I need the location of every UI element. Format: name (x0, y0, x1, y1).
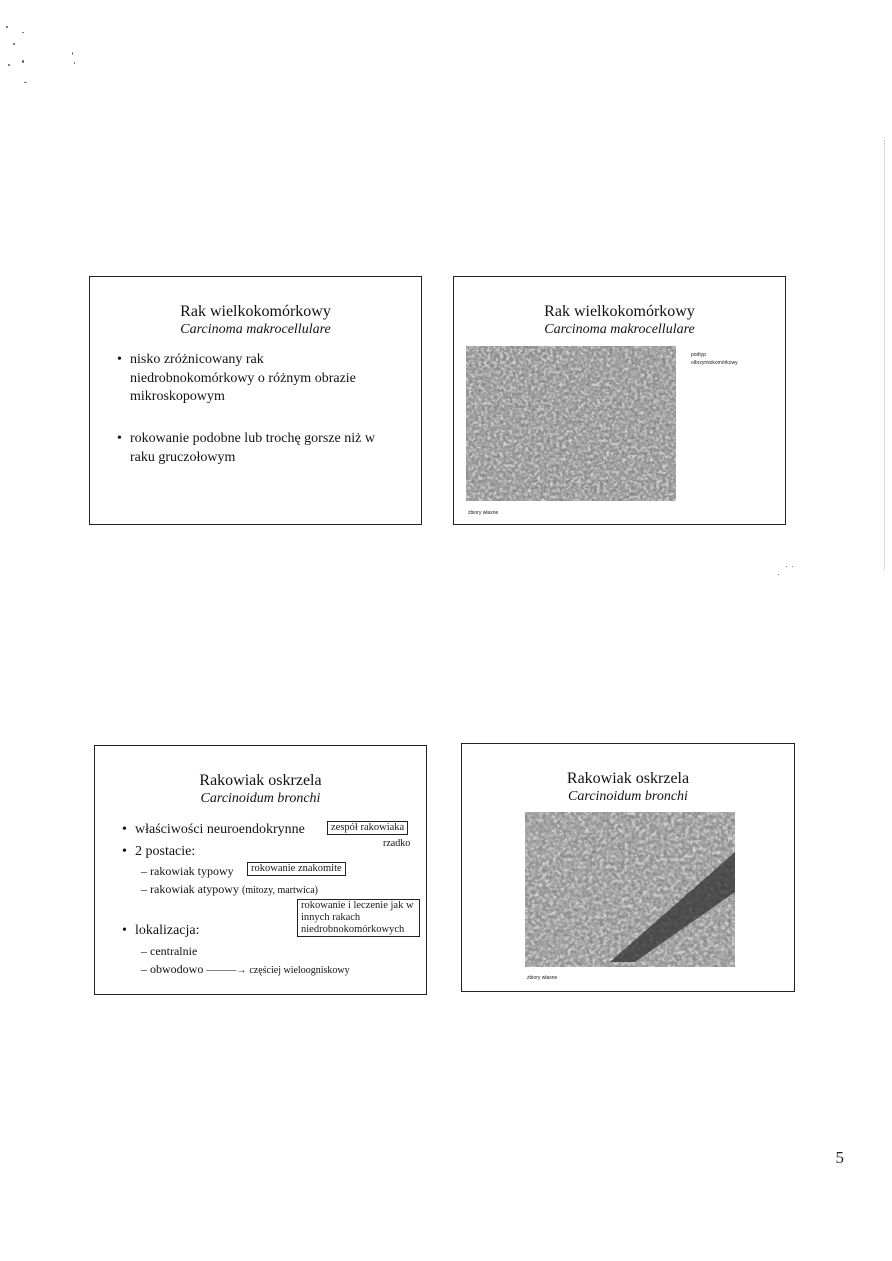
slide-subtitle: Carcinoidum bronchi (568, 789, 688, 804)
bullet-dot: • (122, 923, 127, 938)
scan-speck (22, 32, 24, 33)
bullet-text: lokalizacja: (135, 923, 200, 938)
prognosis-box: rokowanie znakomite (247, 862, 346, 876)
sub-item-atypical-text: – rakowiak atypowy (141, 882, 239, 896)
slide-subtitle: Carcinoma makrocellulare (544, 322, 695, 337)
scan-speck (22, 60, 24, 63)
micrograph-image (466, 346, 676, 501)
syndrome-box: zespół rakowiaka (327, 821, 408, 835)
scan-speck (786, 566, 787, 567)
bullet-item (122, 843, 196, 862)
bullet-dot: • (122, 844, 127, 859)
micrograph-texture (466, 346, 676, 501)
bullet-item (117, 351, 370, 407)
slide-subtitle: Carcinoma makrocellulare (180, 322, 331, 337)
sub-item-typical: – rakowiak typowy (141, 864, 234, 878)
sub-item-atypical-note: (mitozy, martwica) (241, 885, 318, 896)
image-label-giant-cell: olbrzymiokomórkowy (691, 360, 738, 366)
scan-speck (792, 566, 793, 567)
micrograph-texture (525, 812, 735, 967)
slide-title: Rakowiak oskrzela (199, 772, 322, 789)
image-caption: zbiory własne (527, 975, 558, 981)
bullet-dot: • (117, 431, 122, 446)
bullet-dot: • (117, 352, 122, 367)
image-caption: zbiory własne (468, 510, 499, 516)
sub-item-atypical (141, 882, 318, 898)
scan-speck (13, 43, 15, 45)
micrograph-image (525, 812, 735, 967)
syndrome-note: rzadko (383, 838, 411, 849)
slide-subtitle: Carcinoidum bronchi (200, 791, 321, 806)
arrow-right-icon: ———→ (206, 965, 247, 976)
slide-title: Rakowiak oskrzela (566, 770, 690, 787)
bullet-dot: • (122, 822, 127, 837)
bullet-text: nisko zróżnicowany rak niedrobnokomórkowy o różnym obrazie mikroskopowym (130, 352, 356, 404)
bullet-text: właściwości neuroendokrynne (135, 822, 305, 837)
slide-1 (89, 276, 422, 525)
bullet-item (117, 430, 400, 467)
scan-speck (8, 64, 10, 66)
slide-3 (94, 745, 427, 995)
scan-speck (24, 82, 27, 83)
scan-speck (72, 52, 73, 55)
scan-speck (74, 62, 75, 64)
sub-item-peripheral (141, 962, 350, 978)
bullet-item (122, 821, 305, 840)
slide-title: Rak wielkokomórkowy (544, 303, 695, 320)
slide-2 (453, 276, 786, 525)
image-label-subtype: podtyp (691, 352, 707, 358)
page-number: 5 (835, 1148, 844, 1167)
scan-speck (6, 26, 8, 28)
slide-title: Rak wielkokomórkowy (180, 303, 331, 320)
treatment-box: rokowanie i leczenie jak w innych rakach niedrobnokomórkowych (297, 899, 420, 937)
bullet-text: 2 postacie: (135, 844, 196, 859)
scan-speck (778, 574, 779, 575)
sub-item-central: – centralnie (141, 944, 198, 958)
sub-item-peripheral-note: częściej wieloogniskowy (249, 965, 350, 976)
slide-4 (461, 743, 795, 992)
sub-item-peripheral-text: – obwodowo (141, 962, 204, 976)
bullet-text: rokowanie podobne lub trochę gorsze niż w raku gruczołowym (130, 431, 375, 465)
scan-edge-line (884, 140, 885, 570)
bullet-item (122, 922, 200, 941)
